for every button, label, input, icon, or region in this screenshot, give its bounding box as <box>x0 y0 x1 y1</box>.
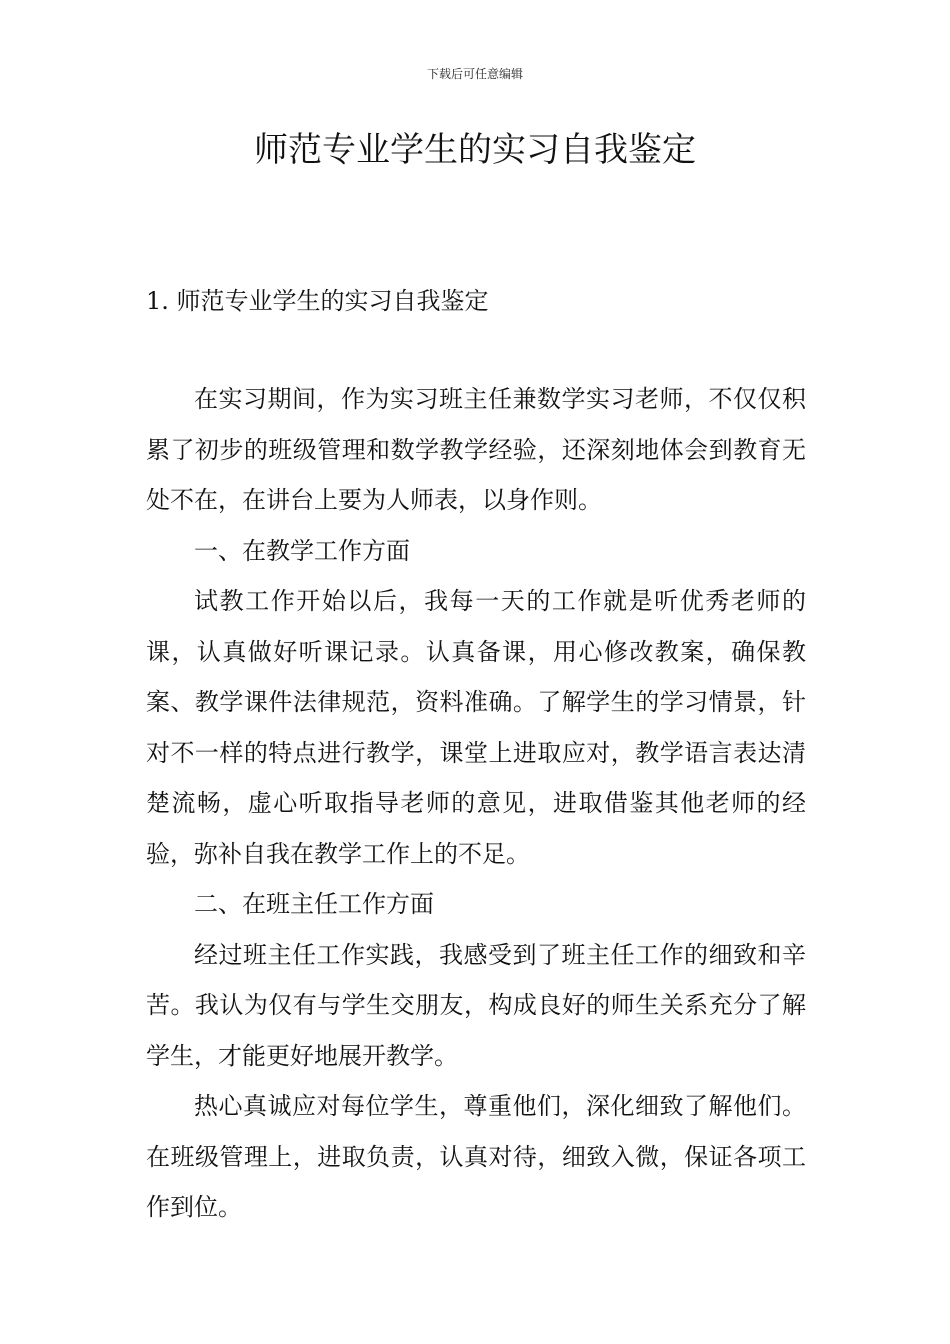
paragraph-intro: 在实习期间，作为实习班主任兼数学实习老师，不仅仅积累了初步的班级管理和数学教学经验，还深刻地体会到教育无处不在，在讲台上要为人师表，以身作则。 <box>146 385 806 514</box>
subheading-teaching: 一、在教学工作方面 <box>194 536 410 565</box>
document-body <box>146 374 806 1233</box>
paragraph-students: 热心真诚应对每位学生，尊重他们，深化细致了解他们。在班级管理上，进取负责，认真对待，细致入微，保证各项工作到位。 <box>146 1092 806 1221</box>
header-note: 下载后可任意编辑 <box>426 67 523 81</box>
paragraph-teaching: 试教工作开始以后，我每一天的工作就是听优秀老师的课，认真做好听课记录。认真备课，用心修改教案，确保教案、教学课件法律规范，资料准确。了解学生的学习情景，针对不一样的特点进行教学，课堂上进取应对，教学语言表达清楚流畅，虚心听取指导老师的意见，进取借鉴其他老师的经验，弥补自我在教学工作上的不足。 <box>146 587 806 868</box>
subheading-class-teacher: 二、在班主任工作方面 <box>194 890 434 918</box>
document-title: 师范专业学生的实习自我鉴定 <box>254 130 696 170</box>
paragraph-class-teacher: 经过班主任工作实践，我感受到了班主任工作的细致和辛苦。我认为仅有与学生交朋友，构成良好的师生关系充分了解学生，才能更好地展开教学。 <box>146 940 806 1070</box>
section-heading: 1. 师范专业学生的实习自我鉴定 <box>146 287 489 315</box>
